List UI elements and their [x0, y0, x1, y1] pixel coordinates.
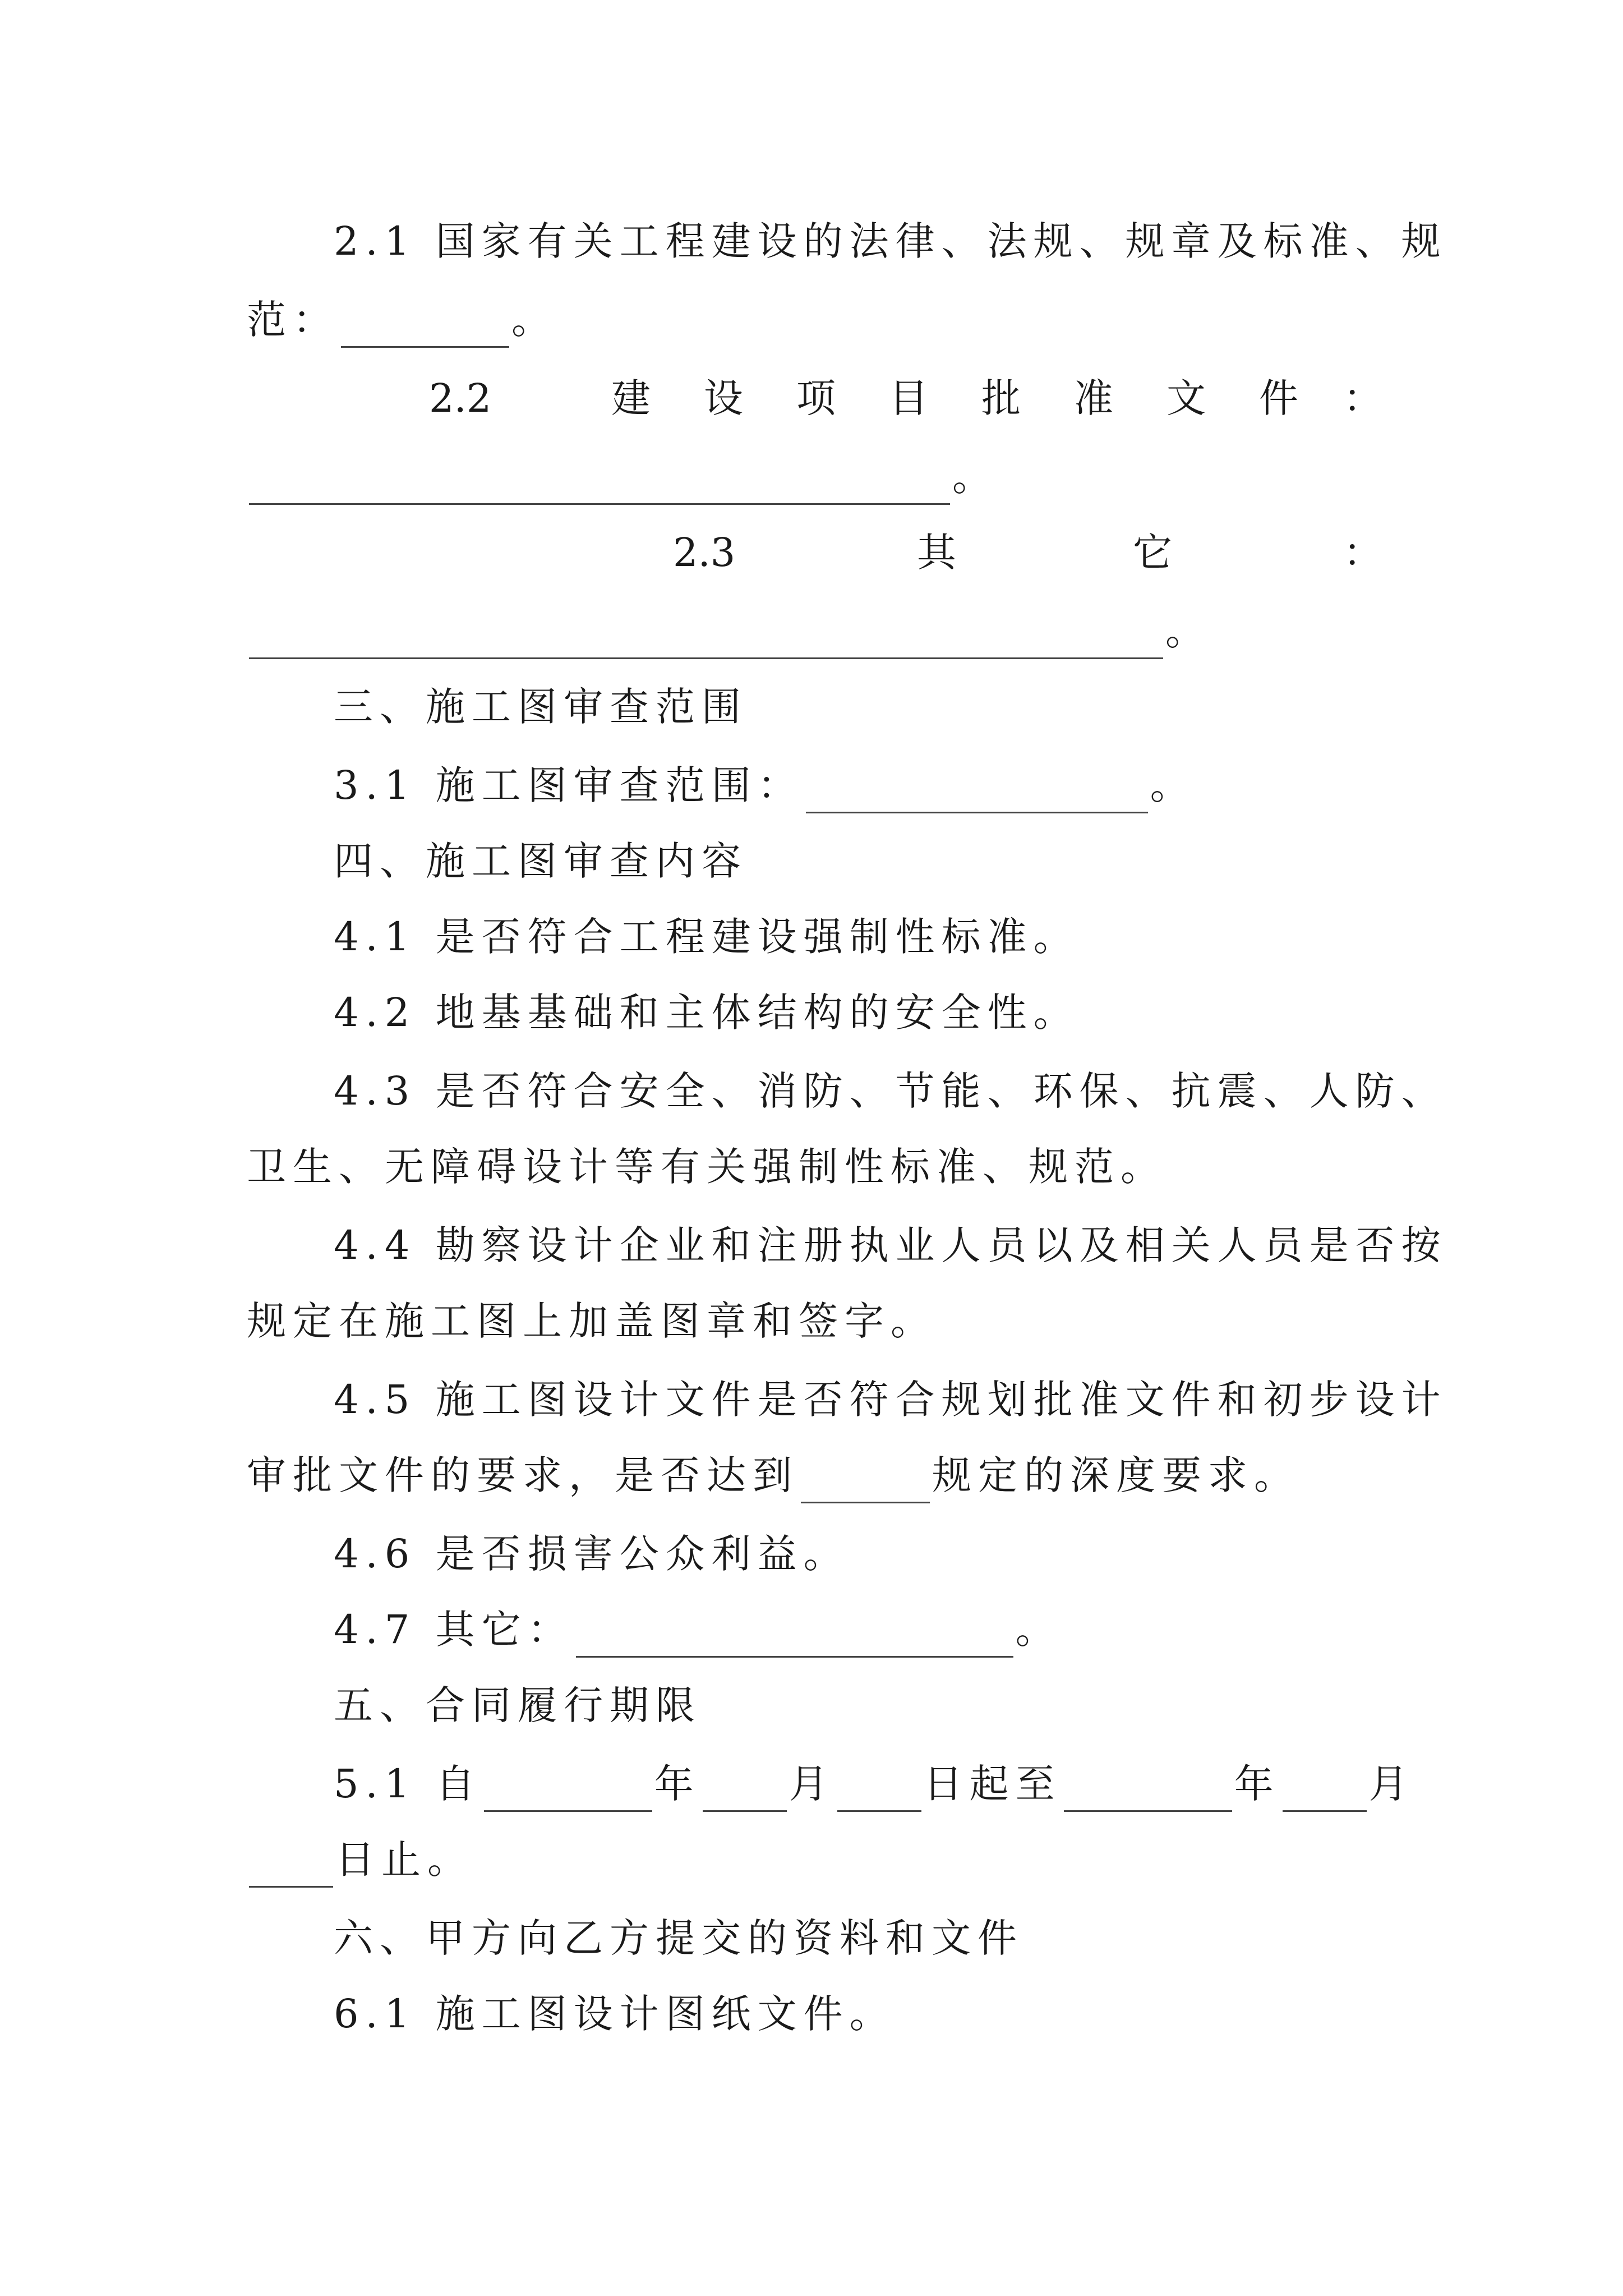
fill-blank[interactable]: [249, 464, 950, 505]
month-blank[interactable]: [1283, 1771, 1367, 1812]
fill-blank[interactable]: [801, 1462, 930, 1503]
clause-2-3-number: 2.3: [673, 530, 736, 576]
fill-blank[interactable]: [341, 307, 509, 348]
clause-4-1: 4.1 是否符合工程建设强制性标准。: [334, 914, 1080, 960]
clause-2-2-char: 目: [889, 375, 928, 421]
section-heading: 三、施工图审查范围: [334, 684, 748, 730]
clause-4-6: 4.6 是否损害公众利益。: [334, 1531, 850, 1577]
month-blank[interactable]: [703, 1771, 787, 1812]
clause-2-2-char: 文: [1166, 375, 1206, 421]
clause-2-2-answer: 。: [247, 449, 998, 505]
section-heading: 六、甲方向乙方提交的资料和文件: [334, 1915, 1023, 1961]
clause-text: 范：: [247, 297, 339, 343]
clause-2-3-answer: 。: [247, 603, 1211, 659]
clause-4-3-line-1: 4.3 是否符合安全、消防、节能、环保、抗震、人防、: [334, 1068, 1447, 1114]
clause-2-2-colon: ：: [1343, 375, 1382, 421]
clause-2-2-char: 件: [1259, 375, 1298, 421]
clause-4-5-line-2: 审批文件的要求，是否达到 规定的深度要求。: [247, 1447, 1300, 1503]
clause-6-1: 6.1 施工图设计图纸文件。: [334, 1991, 896, 2037]
clause-4-4-line-2: 规定在施工图上加盖图章和签字。: [247, 1298, 937, 1344]
fill-blank[interactable]: [576, 1617, 1013, 1658]
clause-2-3-char: 其: [917, 530, 956, 576]
day-blank[interactable]: [249, 1847, 333, 1888]
fill-blank[interactable]: [249, 618, 1163, 659]
clause-2-3-colon: ：: [1343, 530, 1382, 576]
clause-3-1: 3.1 施工图审查范围： 。: [334, 757, 1196, 813]
clause-2-2-char: 准: [1074, 375, 1113, 421]
clause-2-2-number: 2.2: [429, 375, 492, 421]
clause-2-3-char: 它: [1133, 530, 1172, 576]
fill-blank[interactable]: [806, 772, 1148, 813]
year-blank[interactable]: [1064, 1771, 1232, 1812]
clause-text: 2.1 国家有关工程建设的法律、法规、规章及标准、规: [334, 218, 1447, 264]
clause-2-2-char: 项: [796, 375, 836, 421]
clause-2-2-char: 批: [981, 375, 1021, 421]
clause-2-2-char: 设: [704, 375, 743, 421]
clause-4-5-line-1: 4.5 施工图设计文件是否符合规划批准文件和初步设计: [334, 1377, 1447, 1423]
day-blank[interactable]: [837, 1771, 921, 1812]
clause-5-1-line-1: 5.1 自 年 月 日起至 年 月: [334, 1756, 1415, 1812]
clause-4-2: 4.2 地基基础和主体结构的安全性。: [334, 990, 1080, 1036]
clause-5-1-line-2: 日止。: [247, 1832, 473, 1888]
clause-2-2-char: 建: [611, 375, 651, 421]
clause-2-1-line-1: [334, 213, 1447, 269]
year-blank[interactable]: [484, 1771, 652, 1812]
clause-2-1-line-2: 范： 。: [247, 292, 557, 348]
section-heading: 四、施工图审查内容: [334, 838, 748, 884]
section-heading: 五、合同履行期限: [334, 1682, 702, 1728]
clause-4-4-line-1: 4.4 勘察设计企业和注册执业人员以及相关人员是否按: [334, 1222, 1447, 1268]
clause-4-7: 4.7 其它： 。: [334, 1602, 1062, 1658]
clause-4-3-line-2: 卫生、无障碍设计等有关强制性标准、规范。: [247, 1144, 1166, 1190]
